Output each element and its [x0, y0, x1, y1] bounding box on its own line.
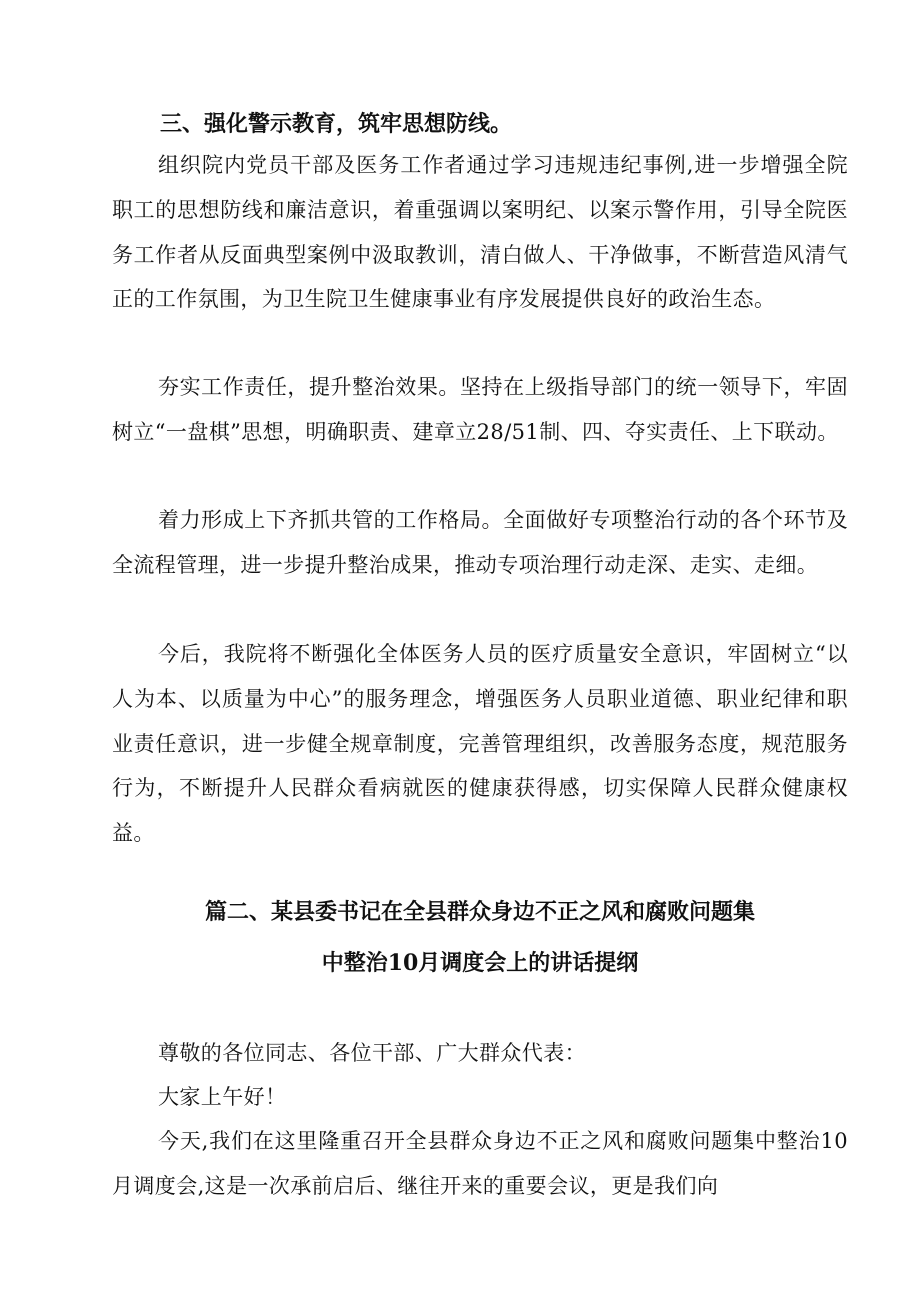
paragraph-work-pattern: 着力形成上下齐抓共管的工作格局。全面做好专项整治行动的各个环节及全流程管理，进一步提升整治成果，推动专项治理行动走深、走实、走细。	[112, 508, 848, 577]
paragraph-warning-education: 组织院内党员干部及医务工作者通过学习违规违纪事例,进一步增强全院职工的思想防线和廉洁意识，着重强调以案明纪、以案示警作用，引导全院医务工作者从反面典型案例中汲取教训，清白做人、干净做事，不断营造风清气正的工作氛围，为卫生院卫生健康事业有序发展提供良好的政治生态。	[112, 153, 848, 312]
article-title	[112, 887, 848, 989]
speech-salutation: 尊敬的各位同志、各位干部、广大群众代表：	[158, 1041, 586, 1065]
article-title-line-1: 篇二、某县委书记在全县群众身边不正之风和腐败问题集	[204, 899, 755, 925]
speech-greeting: 大家上午好！	[158, 1085, 287, 1109]
speech-opening-paragraph: 今天,我们在这里隆重召开全县群众身边不正之风和腐败问题集中整治10月调度会,这是一次承前启后、继往开来的重要会议，更是我们向	[112, 1129, 848, 1198]
paragraph-responsibility: 夯实工作责任，提升整治效果。坚持在上级指导部门的统一领导下，牢固树立“一盘棋”思想，明确职责、建章立28/51制、四、夺实责任、上下联动。	[112, 375, 848, 444]
paragraph-future-outlook: 今后，我院将不断强化全体医务人员的医疗质量安全意识，牢固树立“以人为本、以质量为中心”的服务理念，增强医务人员职业道德、职业纪律和职业责任意识，进一步健全规章制度，完善管理组织，改善服务态度，规范服务行为，不断提升人民群众看病就医的健康获得感，切实保障人民群众健康权益。	[112, 642, 848, 846]
article-title-line-2: 中整治10月调度会上的讲话提纲	[321, 950, 639, 976]
section-heading: 三、强化警示教育，筑牢思想防线。	[160, 111, 513, 137]
